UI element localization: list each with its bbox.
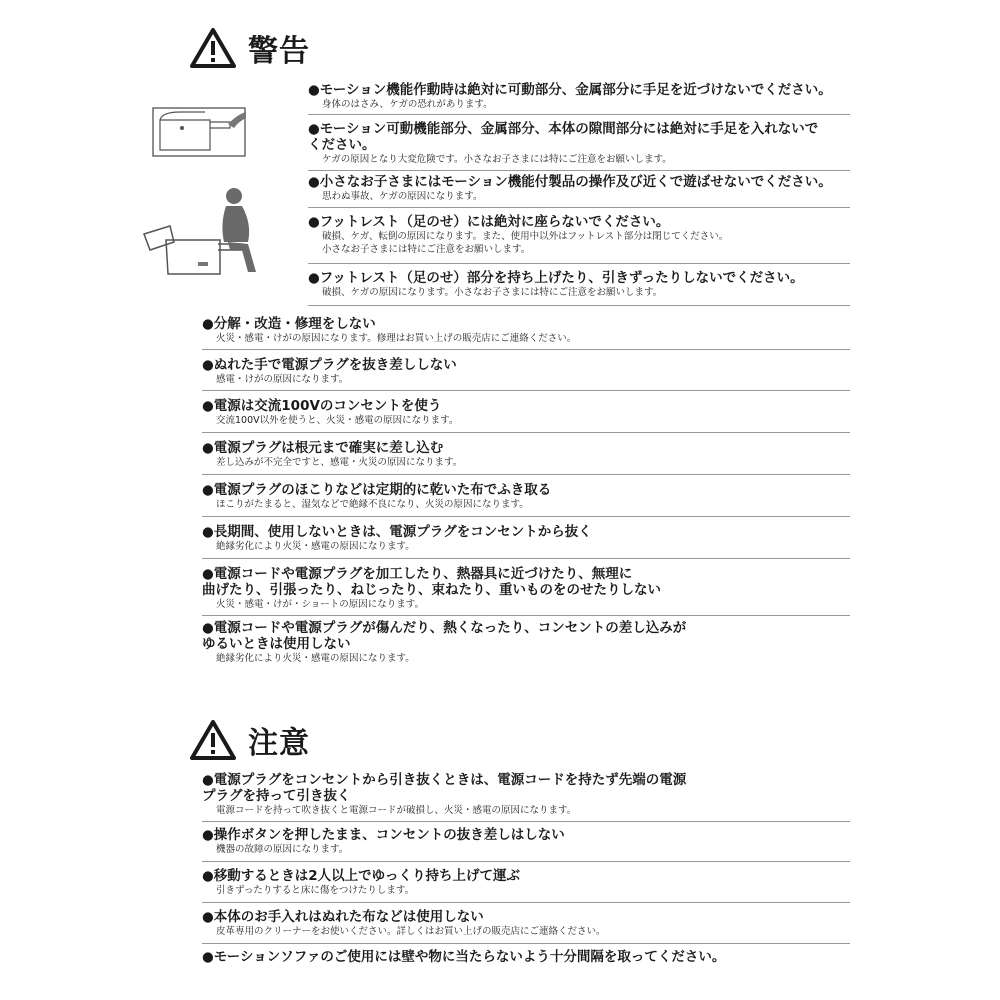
warning-header (190, 26, 310, 70)
warning-item: ●電源プラグは根元まで確実に差し込む 差し込みが不完全ですと、感電・火災の原因になります。 (202, 440, 850, 475)
warning-top-item: ●フットレスト（足のせ）には絶対に座らないでください。 破損、ケガ、転倒の原因になります。また、使用中以外はフットレスト部分は閉じてください。 小さなお子さまには特にご注意をお願いします。 (308, 214, 850, 264)
caution-item: ●操作ボタンを押したまま、コンセントの抜き差しはしない 機器の故障の原因になります。 (202, 827, 850, 862)
warning-top-item: ●フットレスト（足のせ）部分を持ち上げたり、引きずったりしないでください。 破損、ケガの原因になります。小さなお子さまには特にご注意をお願いします。 (308, 270, 850, 306)
warning-item: ●長期間、使用しないときは、電源プラグをコンセントから抜く 絶縁劣化により火災・感電の原因になります。 (202, 524, 850, 559)
warning-top-item: ●小さなお子さまにはモーション機能付製品の操作及び近くで遊ばせないでください。 思わぬ事故、ケガの原因になります。 (308, 174, 850, 208)
warning-top-item: ●モーション機能作動時は絶対に可動部分、金属部分に手足を近づけないでください。 身体のはさみ、ケガの恐れがあります。 (308, 82, 850, 115)
caution-item: ●本体のお手入れはぬれた布などは使用しない 皮革専用のクリーナーをお使いください。詳しくはお買い上げの販売店にご連絡ください。 (202, 909, 850, 944)
caution-title: 注意 (248, 726, 310, 761)
warning-item: ●ぬれた手で電源プラグを抜き差ししない 感電・けがの原因になります。 (202, 357, 850, 391)
person-on-footrest-illustration (140, 184, 265, 280)
warning-item: ●電源は交流100Vのコンセントを使う 交流100V以外を使うと、火災・感電の原因になります。 (202, 398, 850, 433)
warning-item: ●電源コードや電源プラグを加工したり、熱器具に近づけたり、無理に 曲げたり、引張ったり、ねじったり、束ねたり、重いものをのせたりしない 火災・感電・けが・ショートの原因になります。 (202, 566, 850, 616)
caution-item: ●モーションソファのご使用には壁や物に当たらないよう十分間隔を取ってください。 (202, 949, 726, 965)
warning-triangle-icon (190, 720, 236, 760)
warning-item: ●電源プラグのほこりなどは定期的に乾いた布でふき取る ほこりがたまると、湿気などで絶縁不良になり、火災の原因になります。 (202, 482, 850, 517)
warning-item: ●電源コードや電源プラグが傷んだり、熱くなったり、コンセントの差し込みが ゆるいときは使用しない 絶縁劣化により火災・感電の原因になります。 (202, 620, 687, 664)
caution-item: ●電源プラグをコンセントから引き抜くときは、電源コードを持たず先端の電源 プラグを持って引き抜く 電源コードを持って吹き抜くと電源コードが破損し、火災・感電の原因になります。 (202, 772, 850, 822)
warning-top-item: ●モーション可動機能部分、金属部分、本体の隙間部分には絶対に手足を入れないで ください。 ケガの原因となり大変危険です。小さなお子さまには特にご注意をお願いします。 (308, 121, 850, 171)
caution-header (190, 718, 310, 762)
recliner-hand-illustration (150, 100, 250, 160)
warning-triangle-icon (190, 28, 236, 68)
warning-item: ●分解・改造・修理をしない 火災・感電・けがの原因になります。修理はお買い上げの販売店にご連絡ください。 (202, 316, 850, 350)
caution-item: ●移動するときは2人以上でゆっくり持ち上げて運ぶ 引きずったりすると床に傷をつけたりします。 (202, 868, 850, 903)
warning-title: 警告 (248, 34, 310, 69)
